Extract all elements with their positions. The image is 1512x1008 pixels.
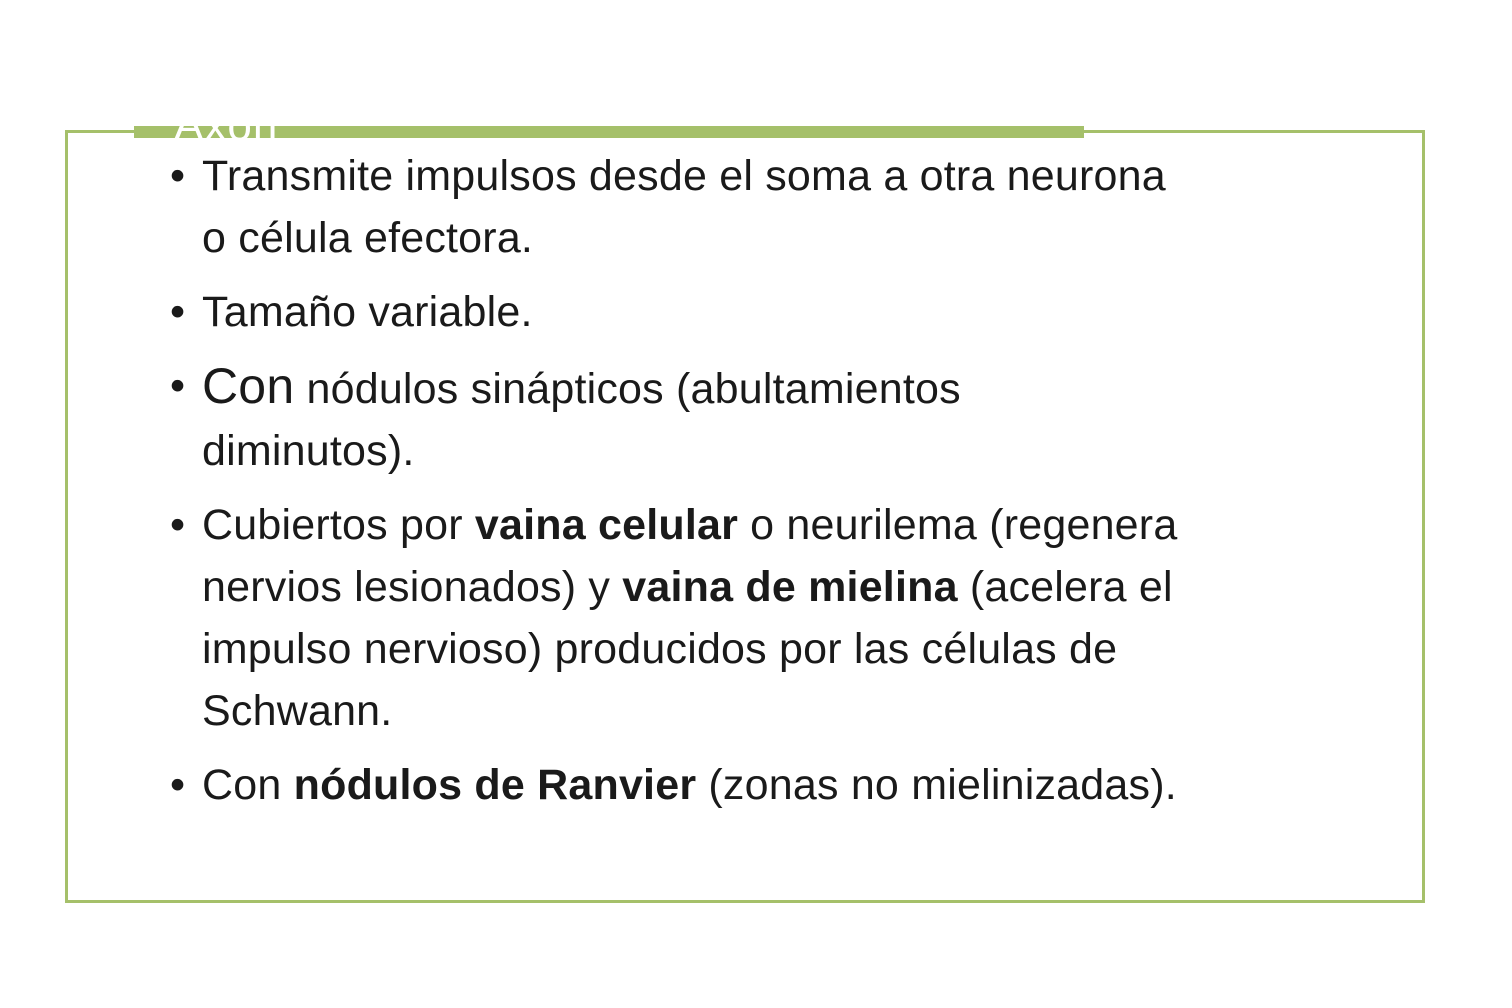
bullet-list [170, 145, 1180, 828]
bullet-segment-bold: nódulos de Ranvier [293, 761, 697, 809]
bullet-segment: o neurilema (regenera nervios lesionados) y [202, 501, 1178, 611]
bullet-lead-word: Con [202, 358, 295, 414]
bullet-segment: (zonas no mielinizadas). [696, 761, 1177, 809]
bullet-segment: (acelera el impulso nervioso) producidos por las células de Schwann. [202, 563, 1173, 735]
bullet-icon: • [170, 152, 186, 200]
bullet-text: Transmite impulsos desde el soma a otra neurona o célula efectora. [202, 152, 1166, 262]
bullet-segment: Cubiertos por [202, 501, 475, 549]
bullet-item-5 [170, 754, 1180, 816]
bullet-icon: • [170, 761, 186, 809]
bullet-icon: • [170, 501, 186, 549]
bullet-text: nódulos sinápticos (abultamientos diminutos). [202, 365, 961, 475]
bullet-segment: Con [202, 761, 294, 809]
bullet-segment-bold: vaina de mielina [622, 563, 958, 611]
bullet-item-3 [170, 355, 1180, 482]
bullet-item-4 [170, 494, 1180, 742]
bullet-item-1 [170, 145, 1180, 269]
bullet-segment-bold: vaina celular [474, 501, 739, 549]
title-bar [134, 101, 1084, 150]
bullet-icon: • [170, 288, 186, 336]
slide-title: Axón [174, 101, 279, 150]
bullet-text: Tamaño variable. [202, 288, 533, 336]
bullet-item-2 [170, 281, 1180, 343]
bullet-icon: • [170, 362, 186, 410]
